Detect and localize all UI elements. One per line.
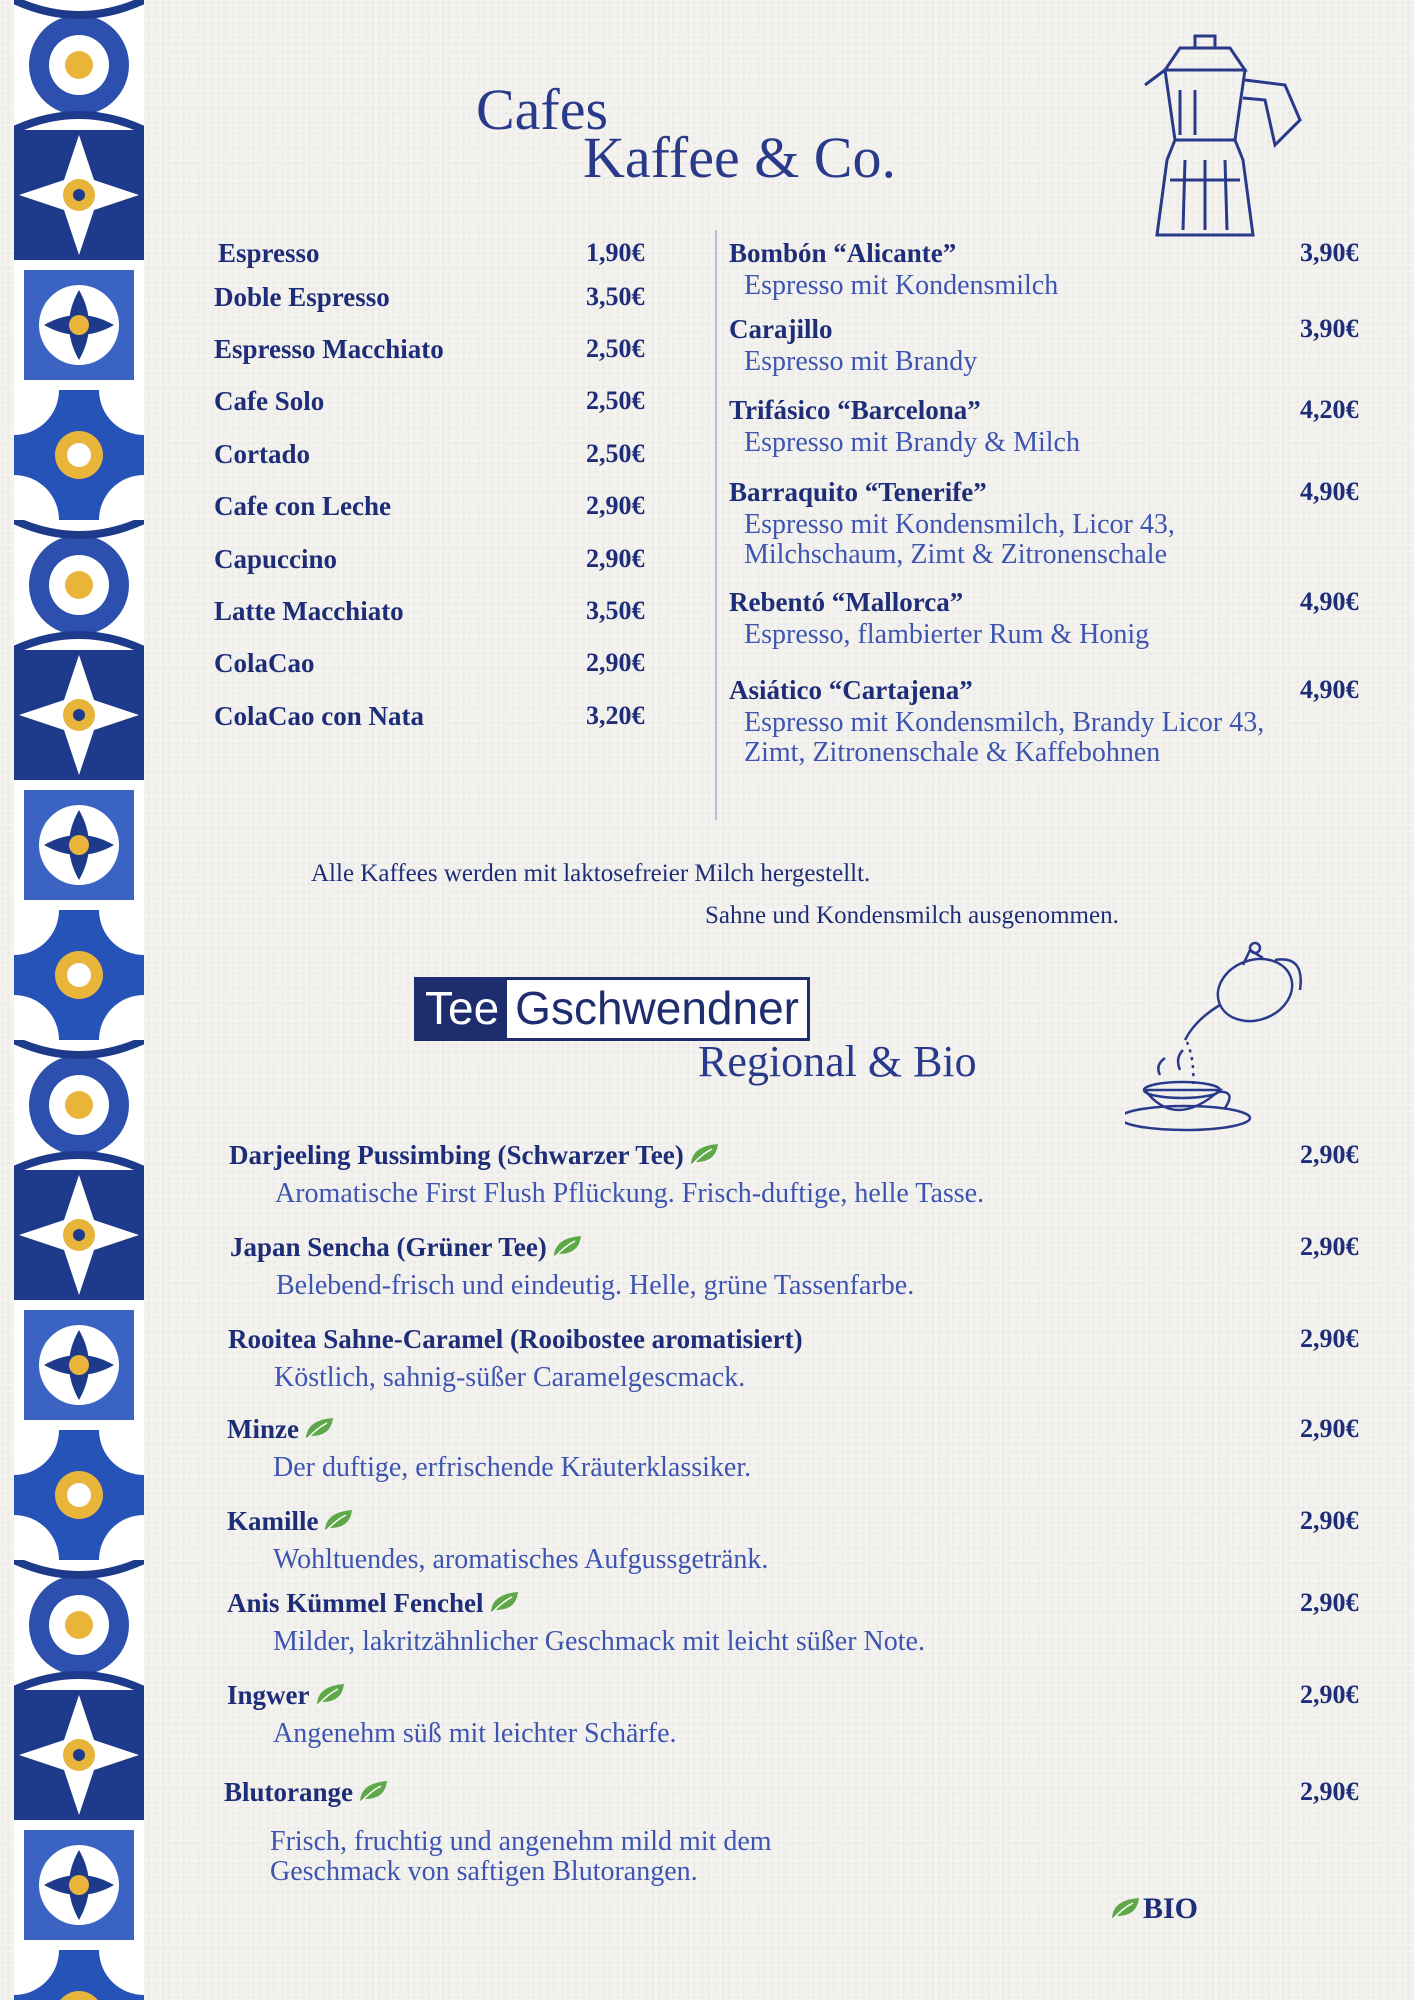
specialty-coffee-name: Carajillo: [729, 314, 833, 344]
tea-item: [224, 1777, 391, 1808]
specialty-coffee-description: Espresso mit Kondensmilch, Licor 43, Milchschaum, Zimt & Zitronenschale: [744, 509, 1175, 570]
teapot-cup-icon: [1125, 940, 1325, 1140]
coffee-item-price: 1,90€: [586, 238, 645, 267]
tea-name: Kamille: [227, 1506, 319, 1536]
tea-price: 2,90€: [1300, 1324, 1359, 1353]
bio-leaf-icon: [1109, 1894, 1143, 1922]
coffee-item-price: 2,90€: [586, 491, 645, 520]
tea-description-line: Geschmack von saftigen Blutorangen.: [270, 1856, 698, 1887]
coffee-item-price: 2,90€: [586, 648, 645, 677]
decorative-tile: [14, 780, 144, 910]
coffee-item-price: 2,50€: [586, 439, 645, 468]
tea-description: Milder, lakritzähnlicher Geschmack mit leicht süßer Note.: [273, 1626, 925, 1657]
specialty-coffee-price: 3,90€: [1300, 314, 1359, 343]
bio-leaf-icon: [322, 1506, 356, 1534]
tea-item: [227, 1588, 522, 1619]
bio-leaf-icon: [314, 1680, 348, 1708]
decorative-tile: [14, 910, 144, 1040]
exception-note: Sahne und Kondensmilch ausgenommen.: [705, 902, 1119, 929]
bio-leaf-icon: [688, 1140, 722, 1168]
logo-tee: Tee: [417, 980, 507, 1038]
tea-price: 2,90€: [1300, 1414, 1359, 1443]
tea-price: 2,90€: [1300, 1588, 1359, 1617]
decorative-tile: [14, 390, 144, 520]
tea-item: [227, 1680, 348, 1711]
coffee-item-price: 2,50€: [586, 386, 645, 415]
decorative-tile: [14, 1820, 144, 1950]
bio-label: BIO: [1143, 1892, 1199, 1925]
tea-description: Wohltuendes, aromatisches Aufgussgetränk.: [273, 1544, 769, 1575]
tea-item: [227, 1414, 337, 1445]
coffee-item-name: Espresso Macchiato: [214, 334, 444, 364]
tea-name: Darjeeling Pussimbing (Schwarzer Tee): [229, 1140, 684, 1170]
lactose-note: Alle Kaffees werden mit laktosefreier Milch hergestellt.: [311, 860, 871, 887]
coffee-item-name: ColaCao con Nata: [214, 701, 424, 731]
decorative-tile: [14, 260, 144, 390]
tea-description: Köstlich, sahnig-süßer Caramelgescmack.: [274, 1362, 746, 1393]
coffee-item-name: Cafe Solo: [214, 386, 325, 416]
decorative-tile: [14, 130, 144, 260]
specialty-coffee-description: Espresso mit Kondensmilch, Brandy Licor 43, Zimt, Zitronenschale & Kaffebohnen: [744, 707, 1265, 768]
decorative-tile-strip: [14, 0, 144, 2000]
coffee-item-price: 3,50€: [586, 596, 645, 625]
tea-item: [228, 1324, 803, 1355]
tea-name: Japan Sencha (Grüner Tee): [230, 1232, 547, 1262]
coffee-item-name: Doble Espresso: [214, 282, 390, 312]
specialty-coffee-name: Bombón “Alicante”: [729, 238, 957, 268]
tea-description-line: Frisch, fruchtig und angenehm mild mit dem: [270, 1826, 772, 1857]
specialty-coffee-name: Asiático “Cartajena”: [729, 675, 973, 705]
tea-name: Minze: [227, 1414, 299, 1444]
tea-description: Der duftige, erfrischende Kräuterklassiker.: [273, 1452, 752, 1483]
bio-legend: [1105, 1892, 1198, 1926]
specialty-coffee-name: Rebentó “Mallorca”: [729, 587, 964, 617]
tea-item: [227, 1506, 356, 1537]
specialty-coffee-name: Barraquito “Tenerife”: [729, 477, 987, 507]
coffee-item-name: Latte Macchiato: [214, 596, 404, 626]
tea-price: 2,90€: [1300, 1680, 1359, 1709]
specialty-coffee-description: Espresso mit Brandy & Milch: [744, 427, 1080, 458]
coffee-item-name: ColaCao: [214, 648, 315, 678]
coffee-item-price: 2,50€: [586, 334, 645, 363]
decorative-tile: [14, 1560, 144, 1690]
specialty-coffee-description: Espresso mit Brandy: [744, 346, 978, 377]
coffee-item-price: 3,20€: [586, 701, 645, 730]
bio-leaf-icon: [303, 1414, 337, 1442]
logo-brand: Gschwendner: [515, 982, 799, 1034]
tea-description: Aromatische First Flush Pflückung. Frisch-duftige, helle Tasse.: [275, 1178, 985, 1209]
page-title: Cafes: [476, 77, 609, 142]
decorative-tile: [14, 1430, 144, 1560]
tea-name: Rooitea Sahne-Caramel (Rooibostee aromatisiert): [228, 1324, 803, 1354]
decorative-tile: [14, 1300, 144, 1430]
specialty-coffee-description: Espresso, flambierter Rum & Honig: [744, 619, 1150, 650]
column-divider: [715, 230, 717, 820]
tea-item: [230, 1232, 585, 1263]
decorative-tile: [14, 0, 144, 130]
coffee-item-name: Cortado: [214, 439, 310, 469]
specialty-coffee-price: 4,90€: [1300, 587, 1359, 616]
tea-name: Ingwer: [227, 1680, 310, 1710]
specialty-coffee-price: 3,90€: [1300, 238, 1359, 267]
coffee-item-name: Cafe con Leche: [214, 491, 391, 521]
page-subtitle: Kaffee & Co.: [583, 125, 896, 190]
tea-item: [229, 1140, 722, 1171]
moka-pot-icon: [1135, 30, 1315, 245]
tea-description: Belebend-frisch und eindeutig. Helle, grüne Tassenfarbe.: [276, 1270, 915, 1301]
coffee-item-name: Espresso: [218, 238, 320, 268]
tea-price: 2,90€: [1300, 1232, 1359, 1261]
decorative-tile: [14, 1040, 144, 1170]
specialty-coffee-price: 4,90€: [1300, 477, 1359, 506]
tea-name: Blutorange: [224, 1777, 354, 1807]
decorative-tile: [14, 1690, 144, 1820]
tea-price: 2,90€: [1300, 1140, 1359, 1169]
decorative-tile: [14, 1950, 144, 2000]
tea-price: 2,90€: [1300, 1777, 1359, 1806]
decorative-tile: [14, 1170, 144, 1300]
specialty-coffee-price: 4,90€: [1300, 675, 1359, 704]
tea-subtitle: Regional & Bio: [698, 1037, 977, 1086]
tea-price: 2,90€: [1300, 1506, 1359, 1535]
specialty-coffee-price: 4,20€: [1300, 395, 1359, 424]
coffee-item-name: Capuccino: [214, 544, 338, 574]
tea-description: Angenehm süß mit leichter Schärfe.: [273, 1718, 677, 1749]
bio-leaf-icon: [488, 1588, 522, 1616]
bio-leaf-icon: [357, 1777, 391, 1805]
decorative-tile: [14, 650, 144, 780]
coffee-item-price: 2,90€: [586, 544, 645, 573]
bio-leaf-icon: [551, 1232, 585, 1260]
tea-name: Anis Kümmel Fenchel: [227, 1588, 484, 1618]
decorative-tile: [14, 520, 144, 650]
tee-gschwendner-logo: [414, 977, 810, 1041]
specialty-coffee-description: Espresso mit Kondensmilch: [744, 270, 1059, 301]
coffee-item-price: 3,50€: [586, 282, 645, 311]
specialty-coffee-name: Trifásico “Barcelona”: [729, 395, 981, 425]
